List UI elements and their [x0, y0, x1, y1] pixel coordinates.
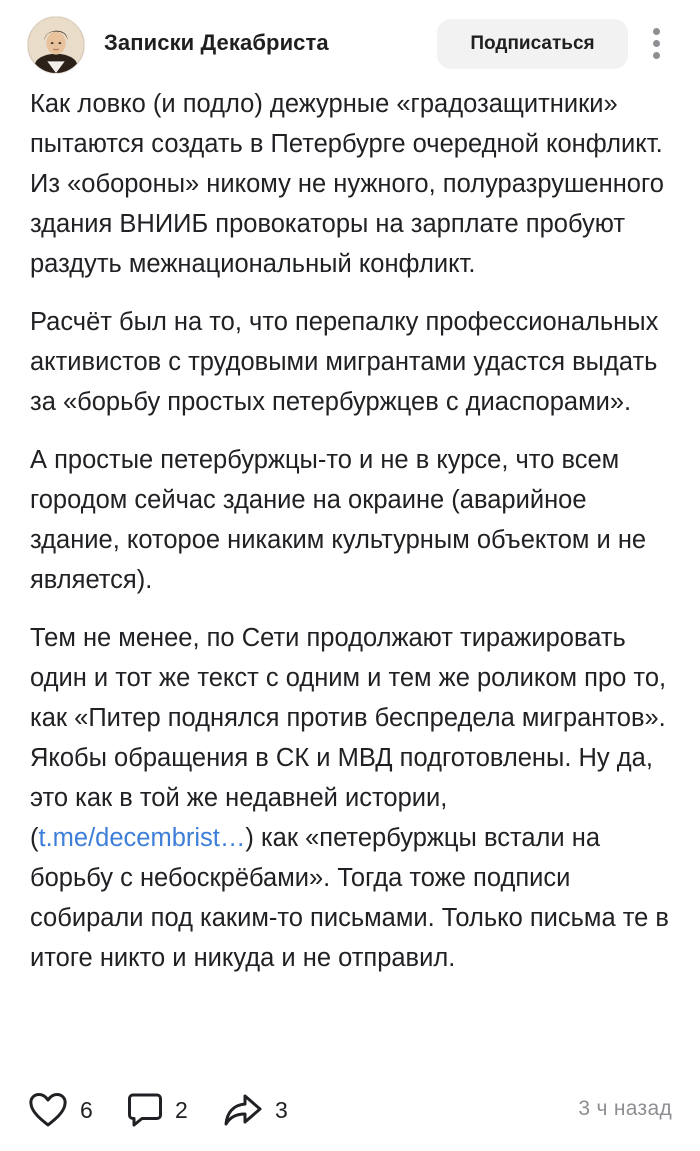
post-paragraph: Как ловко (и подло) дежурные «градозащитники» пытаются создать в Петербурге очередной конфликт. Из «обороны» никому не нужного, полуразрушенного здания ВНИИБ провокаторы на зарплате пробуют раздуть межнациональный конфликт. [30, 90, 664, 278]
comments-count: 2 [175, 1096, 188, 1123]
portrait-image [28, 17, 84, 73]
share-button[interactable] [223, 1085, 288, 1135]
comment-bubble-icon [127, 1092, 163, 1128]
paragraph-text-after-link: ) как «петербуржцы встали на борьбу с небоскрёбами». Тогда тоже подписи собирали под каким-то письмами. Только письма те в итоге никто и никуда и не отправил. [30, 824, 669, 972]
post-timestamp: 3 ч назад [578, 1097, 672, 1120]
dot [653, 52, 660, 59]
post-text [30, 84, 678, 996]
share-arrow-icon [223, 1092, 263, 1128]
post-footer [0, 1085, 700, 1135]
likes-count: 6 [80, 1096, 93, 1123]
post-header [0, 0, 700, 90]
vertical-dots-icon[interactable] [645, 24, 669, 64]
channel-name[interactable]: Записки Декабриста [104, 30, 329, 55]
like-button[interactable] [28, 1085, 93, 1135]
subscribe-button[interactable]: Подписаться [437, 19, 628, 69]
shares-count: 3 [275, 1096, 288, 1123]
paragraph-text-before-link: Тем не менее, по Сети продолжают тиражировать один и тот же текст с одним и тем же роликом про то, как «Питер поднялся против беспредела мигрантов». Якобы обращения в СК и МВД подготовлены. Ну да, это как в той же недавней истории, ( [30, 624, 667, 852]
post-paragraph: Расчёт был на то, что перепалку профессиональных активистов с трудовыми мигрантами удастся выдать за «борьбу простых петербуржцев с диаспорами». [30, 308, 659, 416]
dot [653, 28, 660, 35]
comment-button[interactable] [127, 1085, 188, 1135]
telegram-link[interactable]: t.me/decembrist… [38, 824, 246, 852]
post-paragraph: А простые петербуржцы-то и не в курсе, что всем городом сейчас здание на окраине (аварийное здание, которое никаким культурным объектом и не является). [30, 446, 647, 594]
dot [653, 40, 660, 47]
post-paragraph-with-link [30, 618, 678, 978]
heart-icon [28, 1092, 68, 1128]
channel-avatar[interactable] [27, 16, 85, 74]
